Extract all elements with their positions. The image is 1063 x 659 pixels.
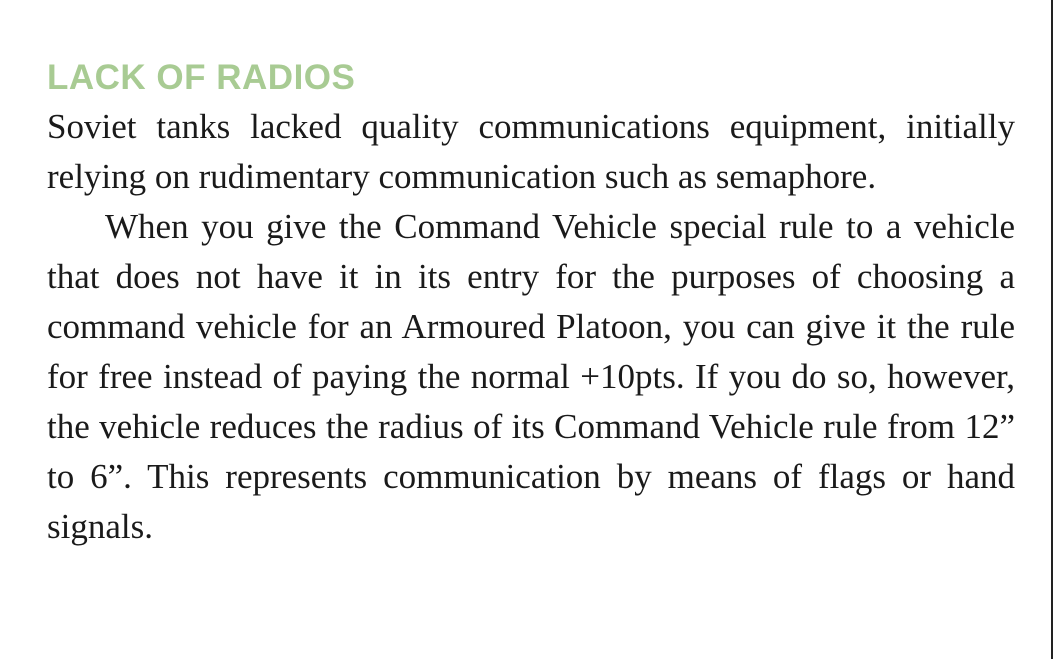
rule-paragraph-details: When you give the Command Vehicle special rule to a vehicle that does not have it in its entry for the purposes of choosing a command vehicle for an Armoured Platoon, you can give it the rule for free instead of paying the normal +10pts. If you do so, however, the vehicle reduces the radius of its Command Vehicle rule from 12” to 6”. This represents communication by means of flags or hand signals. [47, 207, 1015, 546]
rule-paragraph-intro: Soviet tanks lacked quality communications equipment, initially relying on rudimentary communication such as semaphore. [47, 107, 1015, 196]
section-heading: LACK OF RADIOS [47, 58, 356, 97]
rule-section [47, 56, 1015, 552]
page-edge-divider [1051, 0, 1053, 659]
